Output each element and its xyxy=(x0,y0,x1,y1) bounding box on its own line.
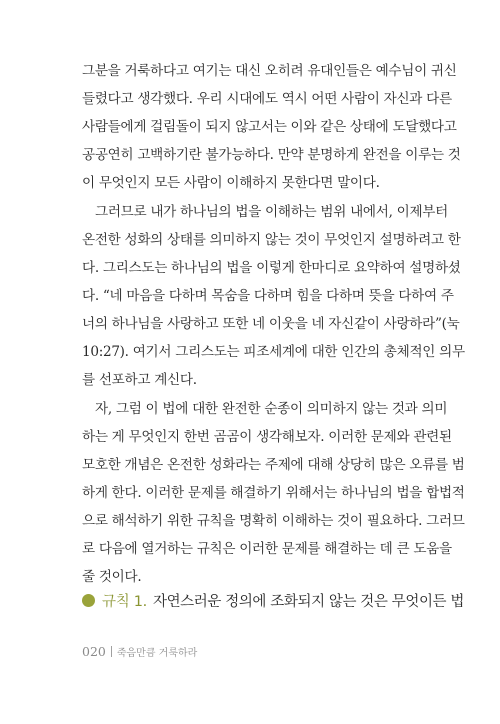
body-line: 그러므로 내가 하나님의 법을 이해하는 범위 내에서, 이제부터 xyxy=(95,204,448,220)
footer-divider xyxy=(111,646,112,657)
body-line: 사람들에게 걸림돌이 되지 않고서는 이와 같은 상태에 도달했다고 xyxy=(82,119,457,135)
body-line: 10:27). 여기서 그리스도는 피조세계에 대한 인간의 총체적인 의무 xyxy=(82,344,465,360)
book-title: 죽음만큼 거룩하라 xyxy=(116,648,198,659)
rule-text: 자연스러운 정의에 조화되지 않는 것은 무엇이든 법 xyxy=(152,594,464,610)
body-line: 이 무엇인지 모든 사람이 이해하지 못한다면 말이다. xyxy=(82,175,380,191)
rule-heading xyxy=(82,590,464,612)
body-line: 으로 해석하기 위한 규칙을 명확히 이해하는 것이 필요하다. 그러므 xyxy=(82,513,465,529)
body-line: 온전한 성화의 상태를 의미하지 않는 것이 무엇인지 설명하려고 한 xyxy=(82,232,461,248)
bullet-icon xyxy=(82,594,95,607)
body-line: 자, 그럼 이 법에 대한 완전한 순종이 의미하지 않는 것과 의미 xyxy=(95,401,448,417)
body-line: 다. 그리스도는 하나님의 법을 이렇게 한마디로 요약하여 설명하셨 xyxy=(82,260,461,276)
body-line: 모호한 개념은 온전한 성화라는 주제에 대해 상당히 많은 오류를 범 xyxy=(82,457,465,473)
body-line: 들렸다고 생각했다. 우리 시대에도 역시 어떤 사람이 자신과 다른 xyxy=(82,91,452,107)
rule-label: 규칙 1. xyxy=(102,594,147,610)
body-line: 너의 하나님을 사랑하고 또한 네 이웃을 네 자신같이 사랑하라”(눅 xyxy=(82,316,460,332)
page-number: 020 xyxy=(82,644,106,659)
body-line: 하는 게 무엇인지 한번 곰곰이 생각해보자. 이러한 문제와 관련된 xyxy=(82,429,452,445)
body-line: 하게 한다. 이러한 문제를 해결하기 위해서는 하나님의 법을 합법적 xyxy=(82,485,465,501)
body-line: 를 선포하고 계신다. xyxy=(82,372,197,388)
body-line: 로 다음에 열거하는 규칙은 이러한 문제를 해결하는 데 큰 도움을 xyxy=(82,541,452,557)
page-footer xyxy=(82,641,197,659)
body-line: 줄 것이다. xyxy=(82,569,142,585)
body-line: 그분을 거룩하다고 여기는 대신 오히려 유대인들은 예수님이 귀신 xyxy=(82,63,457,79)
body-line: 공공연히 고백하기란 불가능하다. 만약 분명하게 완전을 이루는 것 xyxy=(82,147,461,163)
body-line: 다. “네 마음을 다하며 목숨을 다하며 힘을 다하며 뜻을 다하여 주 xyxy=(82,288,454,304)
